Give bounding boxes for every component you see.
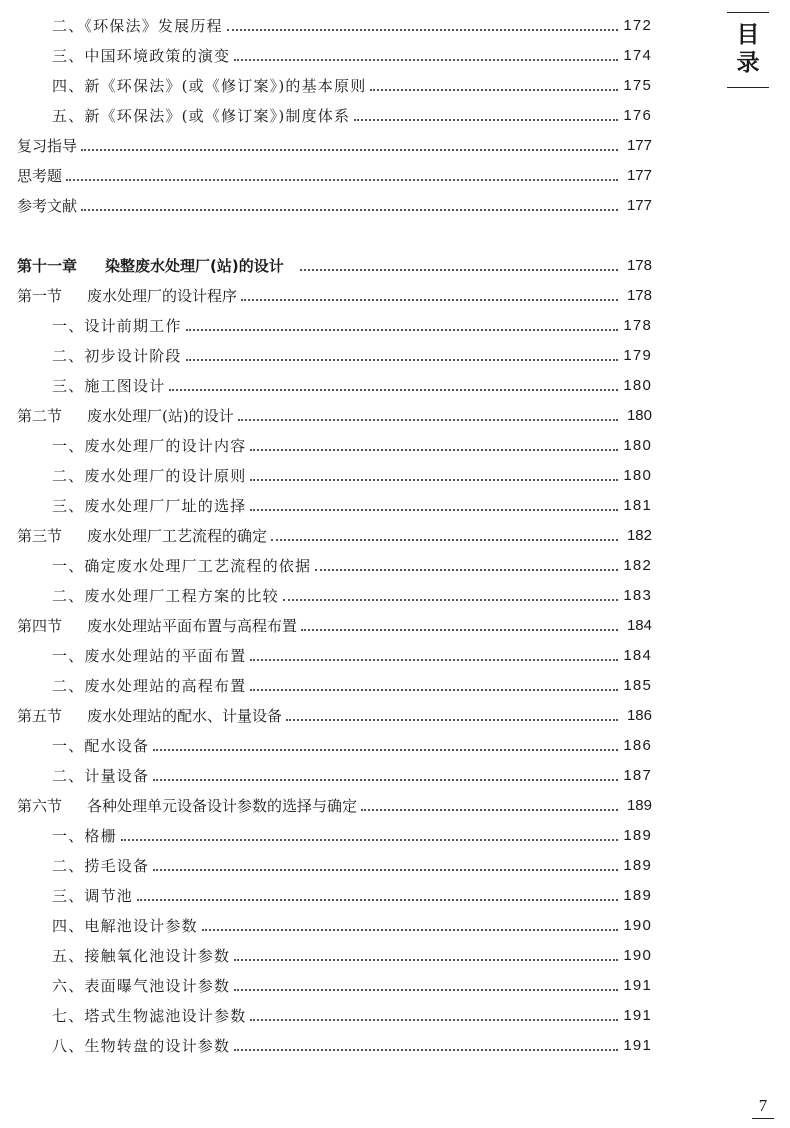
entry-title (17, 701, 282, 731)
toc-entry-subsection[interactable] (52, 71, 652, 101)
entry-title: 一、设计前期工作 (52, 317, 182, 335)
dot-leader (354, 119, 618, 121)
section-number: 第二节 (17, 407, 63, 425)
entry-title (17, 251, 284, 281)
dot-leader (137, 899, 618, 901)
dot-leader (169, 389, 618, 391)
section-title: 废水处理厂(站)的设计 (87, 407, 234, 425)
dot-leader (250, 509, 618, 511)
entry-title: 一、确定废水处理厂工艺流程的依据 (52, 557, 312, 575)
entry-page-number: 189 (623, 857, 652, 874)
entry-page-number: 180 (623, 377, 652, 394)
toc-entry-section[interactable] (17, 791, 652, 821)
dot-leader (250, 689, 618, 691)
entry-page-number: 180 (623, 467, 652, 484)
toc-entry-subsection[interactable] (52, 761, 652, 791)
entry-page-number: 191 (623, 1007, 652, 1024)
entry-page-number: 177 (626, 167, 652, 184)
dot-leader (202, 929, 618, 931)
dot-leader (250, 449, 618, 451)
dot-leader (81, 149, 618, 151)
toc-entry-subsection[interactable] (52, 11, 652, 41)
dot-leader (121, 839, 618, 841)
entry-title: 六、表面曝气池设计参数 (52, 977, 231, 995)
entry-title: 一、格栅 (52, 827, 117, 845)
entry-page-number: 179 (623, 347, 652, 364)
entry-title (17, 401, 234, 431)
entry-page-number: 182 (623, 557, 652, 574)
section-number: 第一节 (17, 287, 63, 305)
entry-page-number: 189 (623, 827, 652, 844)
toc-entry-subsection[interactable] (52, 671, 652, 701)
section-number: 第四节 (17, 617, 63, 635)
entry-page-number: 185 (623, 677, 652, 694)
toc-entry-subsection[interactable] (52, 41, 652, 71)
toc-entry-subsection[interactable] (52, 851, 652, 881)
toc-entry-subsection[interactable] (52, 881, 652, 911)
dot-leader (234, 59, 618, 61)
toc-entry-subsection[interactable] (52, 581, 652, 611)
entry-page-number: 177 (626, 137, 652, 154)
entry-title: 二、《环保法》发展历程 (52, 17, 223, 35)
section-title: 废水处理站平面布置与高程布置 (87, 617, 298, 635)
entry-page-number: 191 (623, 1037, 652, 1054)
entry-title: 三、施工图设计 (52, 377, 166, 395)
side-tab-char-2: 录 (736, 50, 760, 76)
entry-page-number: 178 (623, 317, 652, 334)
dot-leader (361, 809, 618, 811)
entry-title: 五、新《环保法》(或《修订案》)制度体系 (52, 107, 351, 125)
entry-title: 三、调节池 (52, 887, 134, 905)
toc-entry-subsection[interactable] (52, 731, 652, 761)
section-number: 第五节 (17, 707, 63, 725)
dot-leader (315, 569, 618, 571)
dot-leader (370, 89, 618, 91)
toc-entry-subsection[interactable] (52, 101, 652, 131)
toc-entry-subsection[interactable] (52, 941, 652, 971)
dot-leader (153, 779, 618, 781)
dot-leader (227, 29, 618, 31)
entry-page-number: 186 (626, 707, 652, 724)
toc-entry-subsection[interactable] (52, 1001, 652, 1031)
entry-title: 四、电解池设计参数 (52, 917, 198, 935)
toc-entry-chapter[interactable] (17, 251, 652, 281)
toc-entry-subsection[interactable] (52, 491, 652, 521)
dot-leader (301, 629, 618, 631)
toc-entry-subsection[interactable] (52, 371, 652, 401)
entry-title: 三、中国环境政策的演变 (52, 47, 231, 65)
entry-page-number: 184 (623, 647, 652, 664)
entry-title: 二、捞毛设备 (52, 857, 150, 875)
dot-leader (286, 719, 618, 721)
toc-entry-subsection[interactable] (52, 431, 652, 461)
entry-page-number: 176 (623, 107, 652, 124)
dot-leader (66, 179, 618, 181)
toc-entry-section[interactable] (17, 521, 652, 551)
toc-entry-subsection[interactable] (52, 461, 652, 491)
page-number: 7 (752, 1096, 774, 1119)
entry-page-number: 190 (623, 947, 652, 964)
entry-title: 二、废水处理厂的设计原则 (52, 467, 247, 485)
entry-page-number: 184 (626, 617, 652, 634)
dot-leader (186, 359, 618, 361)
dot-leader (234, 959, 618, 961)
dot-leader (153, 749, 618, 751)
dot-leader (250, 659, 618, 661)
contents-side-tab (727, 12, 769, 88)
entry-page-number: 175 (623, 77, 652, 94)
toc-entry-subsection[interactable] (52, 311, 652, 341)
toc-entry-subsection[interactable] (52, 821, 652, 851)
entry-page-number: 182 (626, 527, 652, 544)
entry-title: 二、计量设备 (52, 767, 150, 785)
dot-leader (300, 269, 618, 271)
entry-page-number: 180 (623, 437, 652, 454)
dot-leader (153, 869, 618, 871)
toc-entry-subsection[interactable] (52, 1031, 652, 1061)
section-title: 废水处理厂的设计程序 (87, 287, 238, 305)
entry-title (17, 281, 237, 311)
entry-page-number: 172 (623, 17, 652, 34)
entry-page-number: 183 (623, 587, 652, 604)
dot-leader (250, 479, 618, 481)
dot-leader (271, 539, 618, 541)
toc-entry-subsection[interactable] (52, 971, 652, 1001)
toc-entry-section[interactable] (17, 611, 652, 641)
dot-leader (283, 599, 618, 601)
entry-title: 七、塔式生物滤池设计参数 (52, 1007, 247, 1025)
entry-page-number: 186 (623, 737, 652, 754)
toc-entry-section[interactable] (17, 281, 652, 311)
section-title: 各种处理单元设备设计参数的选择与确定 (87, 797, 358, 815)
entry-title (17, 611, 297, 641)
entry-title: 一、废水处理站的平面布置 (52, 647, 247, 665)
entry-page-number: 191 (623, 977, 652, 994)
entry-title (17, 521, 267, 551)
dot-leader (250, 1019, 618, 1021)
entry-title: 复习指导 (17, 137, 78, 155)
entry-title: 二、废水处理站的高程布置 (52, 677, 247, 695)
entry-page-number: 181 (623, 497, 652, 514)
toc-entry-questions[interactable] (17, 161, 652, 191)
entry-title: 三、废水处理厂厂址的选择 (52, 497, 247, 515)
entry-page-number: 177 (626, 197, 652, 214)
dot-leader (234, 989, 618, 991)
entry-title (17, 791, 357, 821)
entry-page-number: 180 (626, 407, 652, 424)
entry-title: 参考文献 (17, 197, 78, 215)
entry-title: 一、废水处理厂的设计内容 (52, 437, 247, 455)
chapter-title: 染整废水处理厂(站)的设计 (105, 257, 284, 275)
entry-title: 二、初步设计阶段 (52, 347, 182, 365)
dot-leader (81, 209, 618, 211)
entry-title: 四、新《环保法》(或《修订案》)的基本原则 (52, 77, 367, 95)
toc-entry-subsection[interactable] (52, 641, 652, 671)
dot-leader (238, 419, 618, 421)
entry-title: 八、生物转盘的设计参数 (52, 1037, 231, 1055)
entry-page-number: 178 (626, 287, 652, 304)
entry-page-number: 190 (623, 917, 652, 934)
section-title: 废水处理站的配水、计量设备 (87, 707, 283, 725)
entry-title: 一、配水设备 (52, 737, 150, 755)
dot-leader (186, 329, 618, 331)
entry-page-number: 189 (626, 797, 652, 814)
dot-leader (241, 299, 618, 301)
entry-title: 思考题 (17, 167, 63, 185)
entry-page-number: 178 (626, 257, 652, 274)
toc-entry-section[interactable] (17, 701, 652, 731)
entry-title: 五、接触氧化池设计参数 (52, 947, 231, 965)
section-number: 第六节 (17, 797, 63, 815)
toc-entry-subsection[interactable] (52, 911, 652, 941)
dot-leader (234, 1049, 618, 1051)
entry-page-number: 187 (623, 767, 652, 784)
section-number: 第三节 (17, 527, 63, 545)
entry-title: 二、废水处理厂工程方案的比较 (52, 587, 279, 605)
chapter-number: 第十一章 (17, 257, 78, 275)
side-tab-char-1: 目 (736, 22, 760, 48)
section-title: 废水处理厂工艺流程的确定 (87, 527, 268, 545)
toc-entry-section[interactable] (17, 401, 652, 431)
entry-page-number: 174 (623, 47, 652, 64)
toc-entry-subsection[interactable] (52, 341, 652, 371)
entry-page-number: 189 (623, 887, 652, 904)
toc-entry-references[interactable] (17, 191, 652, 221)
toc-entry-review-guide[interactable] (17, 131, 652, 161)
toc-entry-subsection[interactable] (52, 551, 652, 581)
